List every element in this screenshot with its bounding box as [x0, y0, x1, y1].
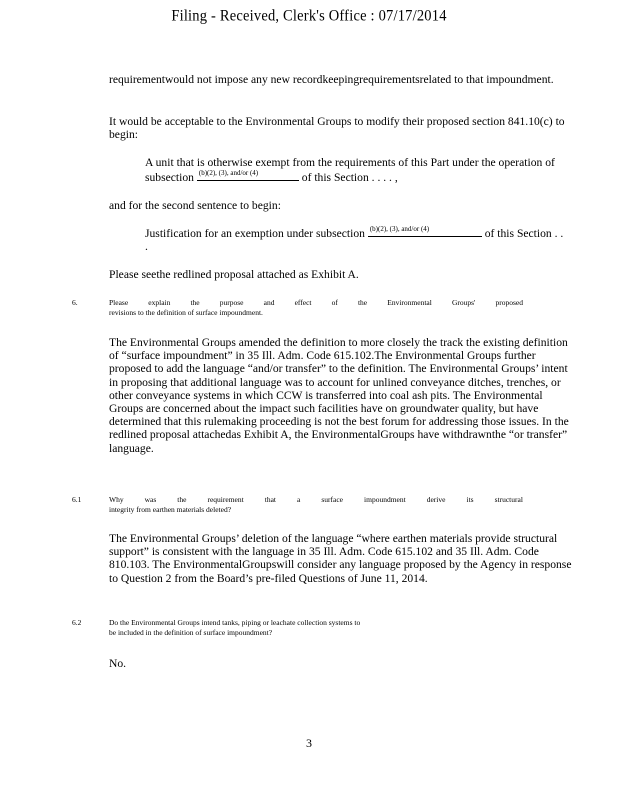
quote1-after: of this Section . . . . , — [301, 171, 398, 185]
q61-word: that — [264, 495, 276, 504]
quote2-blank — [368, 225, 482, 237]
quote2-after: of this Section . . . — [145, 227, 564, 254]
quote1-blank-text: (b)(2), (3), and/or (4) — [198, 169, 259, 177]
q6-word: the — [190, 298, 200, 307]
q6-word: proposed — [495, 298, 523, 307]
question-6-2-line1: Do the Environmental Groups intend tanks, piping or leachate collection systems to — [109, 618, 361, 627]
q61-word: structural — [494, 495, 523, 504]
quote-justification — [145, 225, 565, 253]
q6-word: Please — [109, 298, 129, 307]
q61-word: its — [466, 495, 474, 504]
question-6-line2: revisions to the definition of surface impoundment. — [109, 308, 263, 317]
answer-6-1: The Environmental Groups’ deletion of the language “where earthen materials provide structural support” is consistent with the language in 35 Ill. Adm. Code 615.102 and 35 Ill. Adm. Code 810.103. The EnvironmentalGroupswill consider any language proposed by the Agency in response to Question 2 from the Board’s pre-filed Questions of June 11, 2014. — [109, 532, 572, 585]
quote1-before: A unit that is otherwise exempt from the requirements of this Part under the operation of subsection — [145, 156, 555, 185]
question-6-number: 6. — [72, 298, 78, 307]
q6-word: effect — [294, 298, 312, 307]
quote1-blank — [197, 169, 299, 181]
quote2-before: Justification for an exemption under subsection — [145, 227, 365, 240]
page-number: 3 — [306, 736, 312, 750]
q61-word: impoundment — [364, 495, 406, 504]
q61-word: surface — [321, 495, 344, 504]
q61-word: requirement — [207, 495, 244, 504]
paragraph-modify-section: It would be acceptable to the Environmental Groups to modify their proposed section 841.10(c) to begin: — [109, 115, 565, 142]
q6-word: purpose — [219, 298, 244, 307]
q6-word: explain — [148, 298, 171, 307]
quote2-blank-text: (b)(2), (3), and/or (4) — [369, 224, 430, 233]
q61-word: a — [297, 495, 301, 504]
paragraph-second-sentence: and for the second sentence to begin: — [109, 199, 281, 212]
question-6-line1 — [109, 298, 523, 308]
question-6-1-number: 6.1 — [72, 495, 82, 504]
q6-word: the — [357, 298, 368, 307]
q6-word: Groups' — [451, 298, 476, 307]
question-6 — [109, 298, 529, 318]
quote-unit-exempt — [145, 156, 565, 184]
q6-word: and — [263, 298, 275, 307]
q61-word: was — [144, 495, 157, 504]
paragraph-see-exhibit: Please seethe redlined proposal attached as Exhibit A. — [109, 268, 359, 281]
q6-word: Environmental — [387, 298, 432, 307]
question-6-1-line2: integrity from earthen materials deleted? — [109, 505, 232, 514]
question-6-2 — [109, 618, 529, 638]
question-6-2-line2: be included in the definition of surface impoundment? — [109, 628, 273, 637]
q6-word: of — [331, 298, 338, 307]
question-6-1 — [109, 495, 529, 515]
question-6-1-line1 — [109, 495, 523, 505]
filing-header: Filing - Received, Clerk's Office : 07/17/2014 — [171, 7, 447, 25]
q61-word: derive — [426, 495, 446, 504]
answer-6: The Environmental Groups amended the definition to more closely the track the existing definition of “surface impoundment” in 35 Ill. Adm. Code 615.102.The Environmental Groups further proposed to add the language “and/or transfer” to the definition. The Environmental Groups’ intent in proposing that additional language was to account for unlined conveyance ditches, trenches, or other conveyance systems in which CCW is transferred into coal ash pits. The Environmental Groups are concerned about the impact such facilities have on groundwater quality, but have determined that this rulemaking proceeding is not the best forum for addressing those issues. In the redlined proposal attachedas Exhibit A, the EnvironmentalGroups have withdrawnthe “or transfer” language. — [109, 336, 569, 455]
question-6-2-number: 6.2 — [72, 618, 82, 627]
answer-6-2: No. — [109, 657, 127, 670]
q61-word: Why — [109, 495, 124, 504]
paragraph-requirement: requirementwould not impose any new recordkeepingrequirementsrelated to that impoundment. — [109, 73, 554, 86]
q61-word: the — [177, 495, 187, 504]
